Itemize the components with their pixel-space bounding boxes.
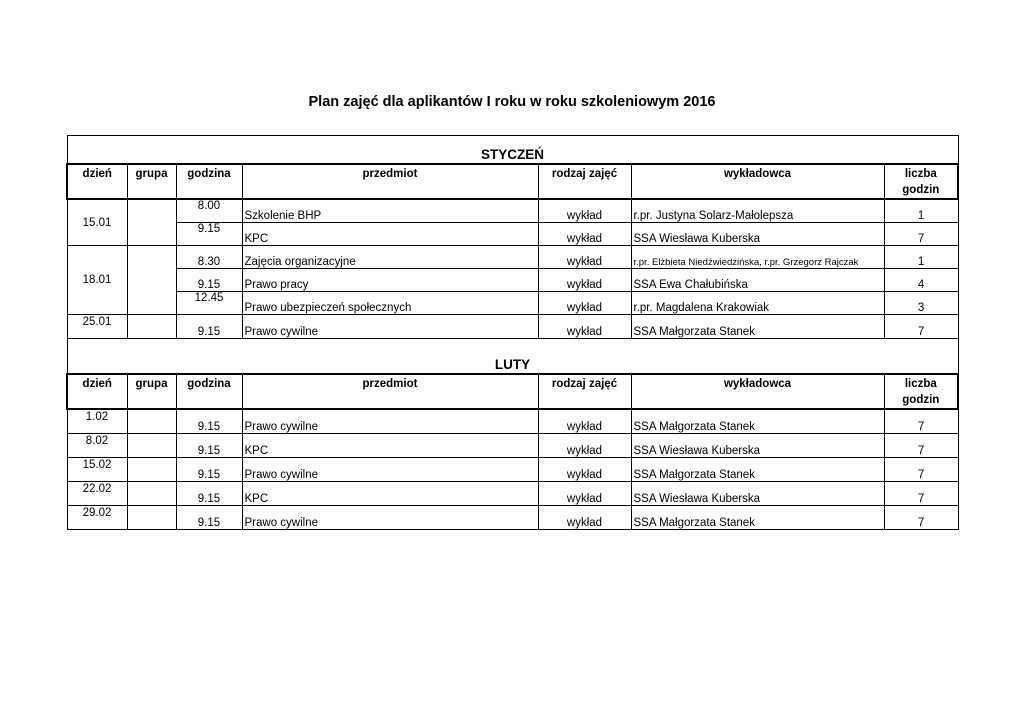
subject-cell: Zajęcia organizacyjne bbox=[242, 246, 538, 269]
hours-cell: 1 bbox=[884, 199, 958, 223]
time-cell: 8.30 bbox=[176, 246, 242, 269]
table-row bbox=[67, 434, 958, 458]
time-cell: 9.15 bbox=[176, 409, 242, 434]
group-cell bbox=[127, 409, 176, 434]
hours-cell: 7 bbox=[884, 458, 958, 482]
subject-cell: Prawo pracy bbox=[242, 269, 538, 292]
column-header-row bbox=[67, 374, 958, 392]
schedule-table bbox=[66, 135, 959, 530]
day-cell: 8.02 bbox=[67, 434, 127, 458]
subject-cell: Prawo cywilne bbox=[242, 458, 538, 482]
day-cell: 18.01 bbox=[67, 246, 127, 315]
subject-cell: Prawo ubezpieczeń społecznych bbox=[242, 292, 538, 315]
subject-cell: Prawo cywilne bbox=[242, 315, 538, 339]
hours-cell: 7 bbox=[884, 434, 958, 458]
lecturer-cell: SSA Wiesława Kuberska bbox=[631, 223, 884, 246]
group-cell bbox=[127, 506, 176, 530]
time-cell: 9.15 bbox=[176, 223, 242, 246]
header-hours-line2: godzin bbox=[884, 392, 958, 409]
hours-cell: 7 bbox=[884, 506, 958, 530]
group-cell bbox=[127, 482, 176, 506]
hours-cell: 7 bbox=[884, 482, 958, 506]
day-cell: 15.01 bbox=[67, 199, 127, 246]
type-cell: wykład bbox=[538, 409, 631, 434]
lecturer-cell: SSA Ewa Chałubińska bbox=[631, 269, 884, 292]
header-day: dzień bbox=[67, 374, 127, 392]
subject-cell: KPC bbox=[242, 434, 538, 458]
day-cell: 15.02 bbox=[67, 458, 127, 482]
header-lecturer: wykładowca bbox=[631, 164, 884, 182]
table-row bbox=[67, 292, 958, 315]
header-group: grupa bbox=[127, 164, 176, 182]
table-row bbox=[67, 246, 958, 269]
lecturer-cell: SSA Małgorzata Stanek bbox=[631, 458, 884, 482]
type-cell: wykład bbox=[538, 269, 631, 292]
table-row bbox=[67, 506, 958, 530]
table-row bbox=[67, 269, 958, 292]
header-lecturer: wykładowca bbox=[631, 374, 884, 392]
type-cell: wykład bbox=[538, 482, 631, 506]
subject-cell: KPC bbox=[242, 482, 538, 506]
day-cell: 25.01 bbox=[67, 315, 127, 339]
table-row bbox=[67, 482, 958, 506]
day-cell: 29.02 bbox=[67, 506, 127, 530]
time-cell: 8.00 bbox=[176, 199, 242, 223]
hours-cell: 7 bbox=[884, 223, 958, 246]
header-hours: liczba bbox=[884, 164, 958, 182]
lecturer-cell: SSA Małgorzata Stanek bbox=[631, 506, 884, 530]
month-name: LUTY bbox=[67, 339, 958, 375]
header-group: grupa bbox=[127, 374, 176, 392]
type-cell: wykład bbox=[538, 199, 631, 223]
group-cell bbox=[127, 199, 176, 246]
lecturer-cell: SSA Małgorzata Stanek bbox=[631, 409, 884, 434]
day-cell: 22.02 bbox=[67, 482, 127, 506]
group-cell bbox=[127, 246, 176, 315]
group-cell bbox=[127, 434, 176, 458]
hours-cell: 3 bbox=[884, 292, 958, 315]
month-header-february bbox=[67, 339, 958, 375]
time-cell: 9.15 bbox=[176, 269, 242, 292]
group-cell bbox=[127, 315, 176, 339]
hours-cell: 1 bbox=[884, 246, 958, 269]
time-cell: 9.15 bbox=[176, 315, 242, 339]
header-hours-line2: godzin bbox=[884, 182, 958, 199]
type-cell: wykład bbox=[538, 458, 631, 482]
hours-cell: 4 bbox=[884, 269, 958, 292]
header-time: godzina bbox=[176, 374, 242, 392]
header-hours: liczba bbox=[884, 374, 958, 392]
hours-cell: 7 bbox=[884, 315, 958, 339]
type-cell: wykład bbox=[538, 506, 631, 530]
type-cell: wykład bbox=[538, 315, 631, 339]
time-cell: 9.15 bbox=[176, 458, 242, 482]
type-cell: wykład bbox=[538, 246, 631, 269]
header-time: godzina bbox=[176, 164, 242, 182]
header-type: rodzaj zajęć bbox=[538, 374, 631, 392]
subject-cell: Szkolenie BHP bbox=[242, 199, 538, 223]
subject-cell: Prawo cywilne bbox=[242, 409, 538, 434]
header-type: rodzaj zajęć bbox=[538, 164, 631, 182]
table-row bbox=[67, 458, 958, 482]
lecturer-cell: SSA Wiesława Kuberska bbox=[631, 482, 884, 506]
time-cell: 9.15 bbox=[176, 506, 242, 530]
lecturer-cell: r.pr. Elżbieta Niedźwiedzińska, r.pr. Grzegorz Rajczak bbox=[631, 246, 884, 269]
table-row bbox=[67, 315, 958, 339]
header-day: dzień bbox=[67, 164, 127, 182]
lecturer-cell: SSA Małgorzata Stanek bbox=[631, 315, 884, 339]
time-cell: 9.15 bbox=[176, 482, 242, 506]
hours-cell: 7 bbox=[884, 409, 958, 434]
table-row bbox=[67, 199, 958, 223]
month-name: STYCZEŃ bbox=[67, 136, 958, 165]
page-title: Plan zajęć dla aplikantów I roku w roku szkoleniowym 2016 bbox=[308, 94, 716, 110]
lecturer-cell: r.pr. Magdalena Krakowiak bbox=[631, 292, 884, 315]
type-cell: wykład bbox=[538, 434, 631, 458]
time-cell: 12.45 bbox=[176, 292, 242, 315]
header-subject: przedmiot bbox=[242, 374, 538, 392]
type-cell: wykład bbox=[538, 292, 631, 315]
month-header-january bbox=[67, 136, 958, 165]
table-row bbox=[67, 223, 958, 246]
column-header-row-2 bbox=[67, 182, 958, 199]
group-cell bbox=[127, 458, 176, 482]
lecturer-cell: SSA Wiesława Kuberska bbox=[631, 434, 884, 458]
lecturer-cell: r.pr. Justyna Solarz-Małolepsza bbox=[631, 199, 884, 223]
header-subject: przedmiot bbox=[242, 164, 538, 182]
day-cell: 1.02 bbox=[67, 409, 127, 434]
column-header-row-2 bbox=[67, 392, 958, 409]
type-cell: wykład bbox=[538, 223, 631, 246]
table-row bbox=[67, 409, 958, 434]
subject-cell: Prawo cywilne bbox=[242, 506, 538, 530]
column-header-row bbox=[67, 164, 958, 182]
time-cell: 9.15 bbox=[176, 434, 242, 458]
subject-cell: KPC bbox=[242, 223, 538, 246]
